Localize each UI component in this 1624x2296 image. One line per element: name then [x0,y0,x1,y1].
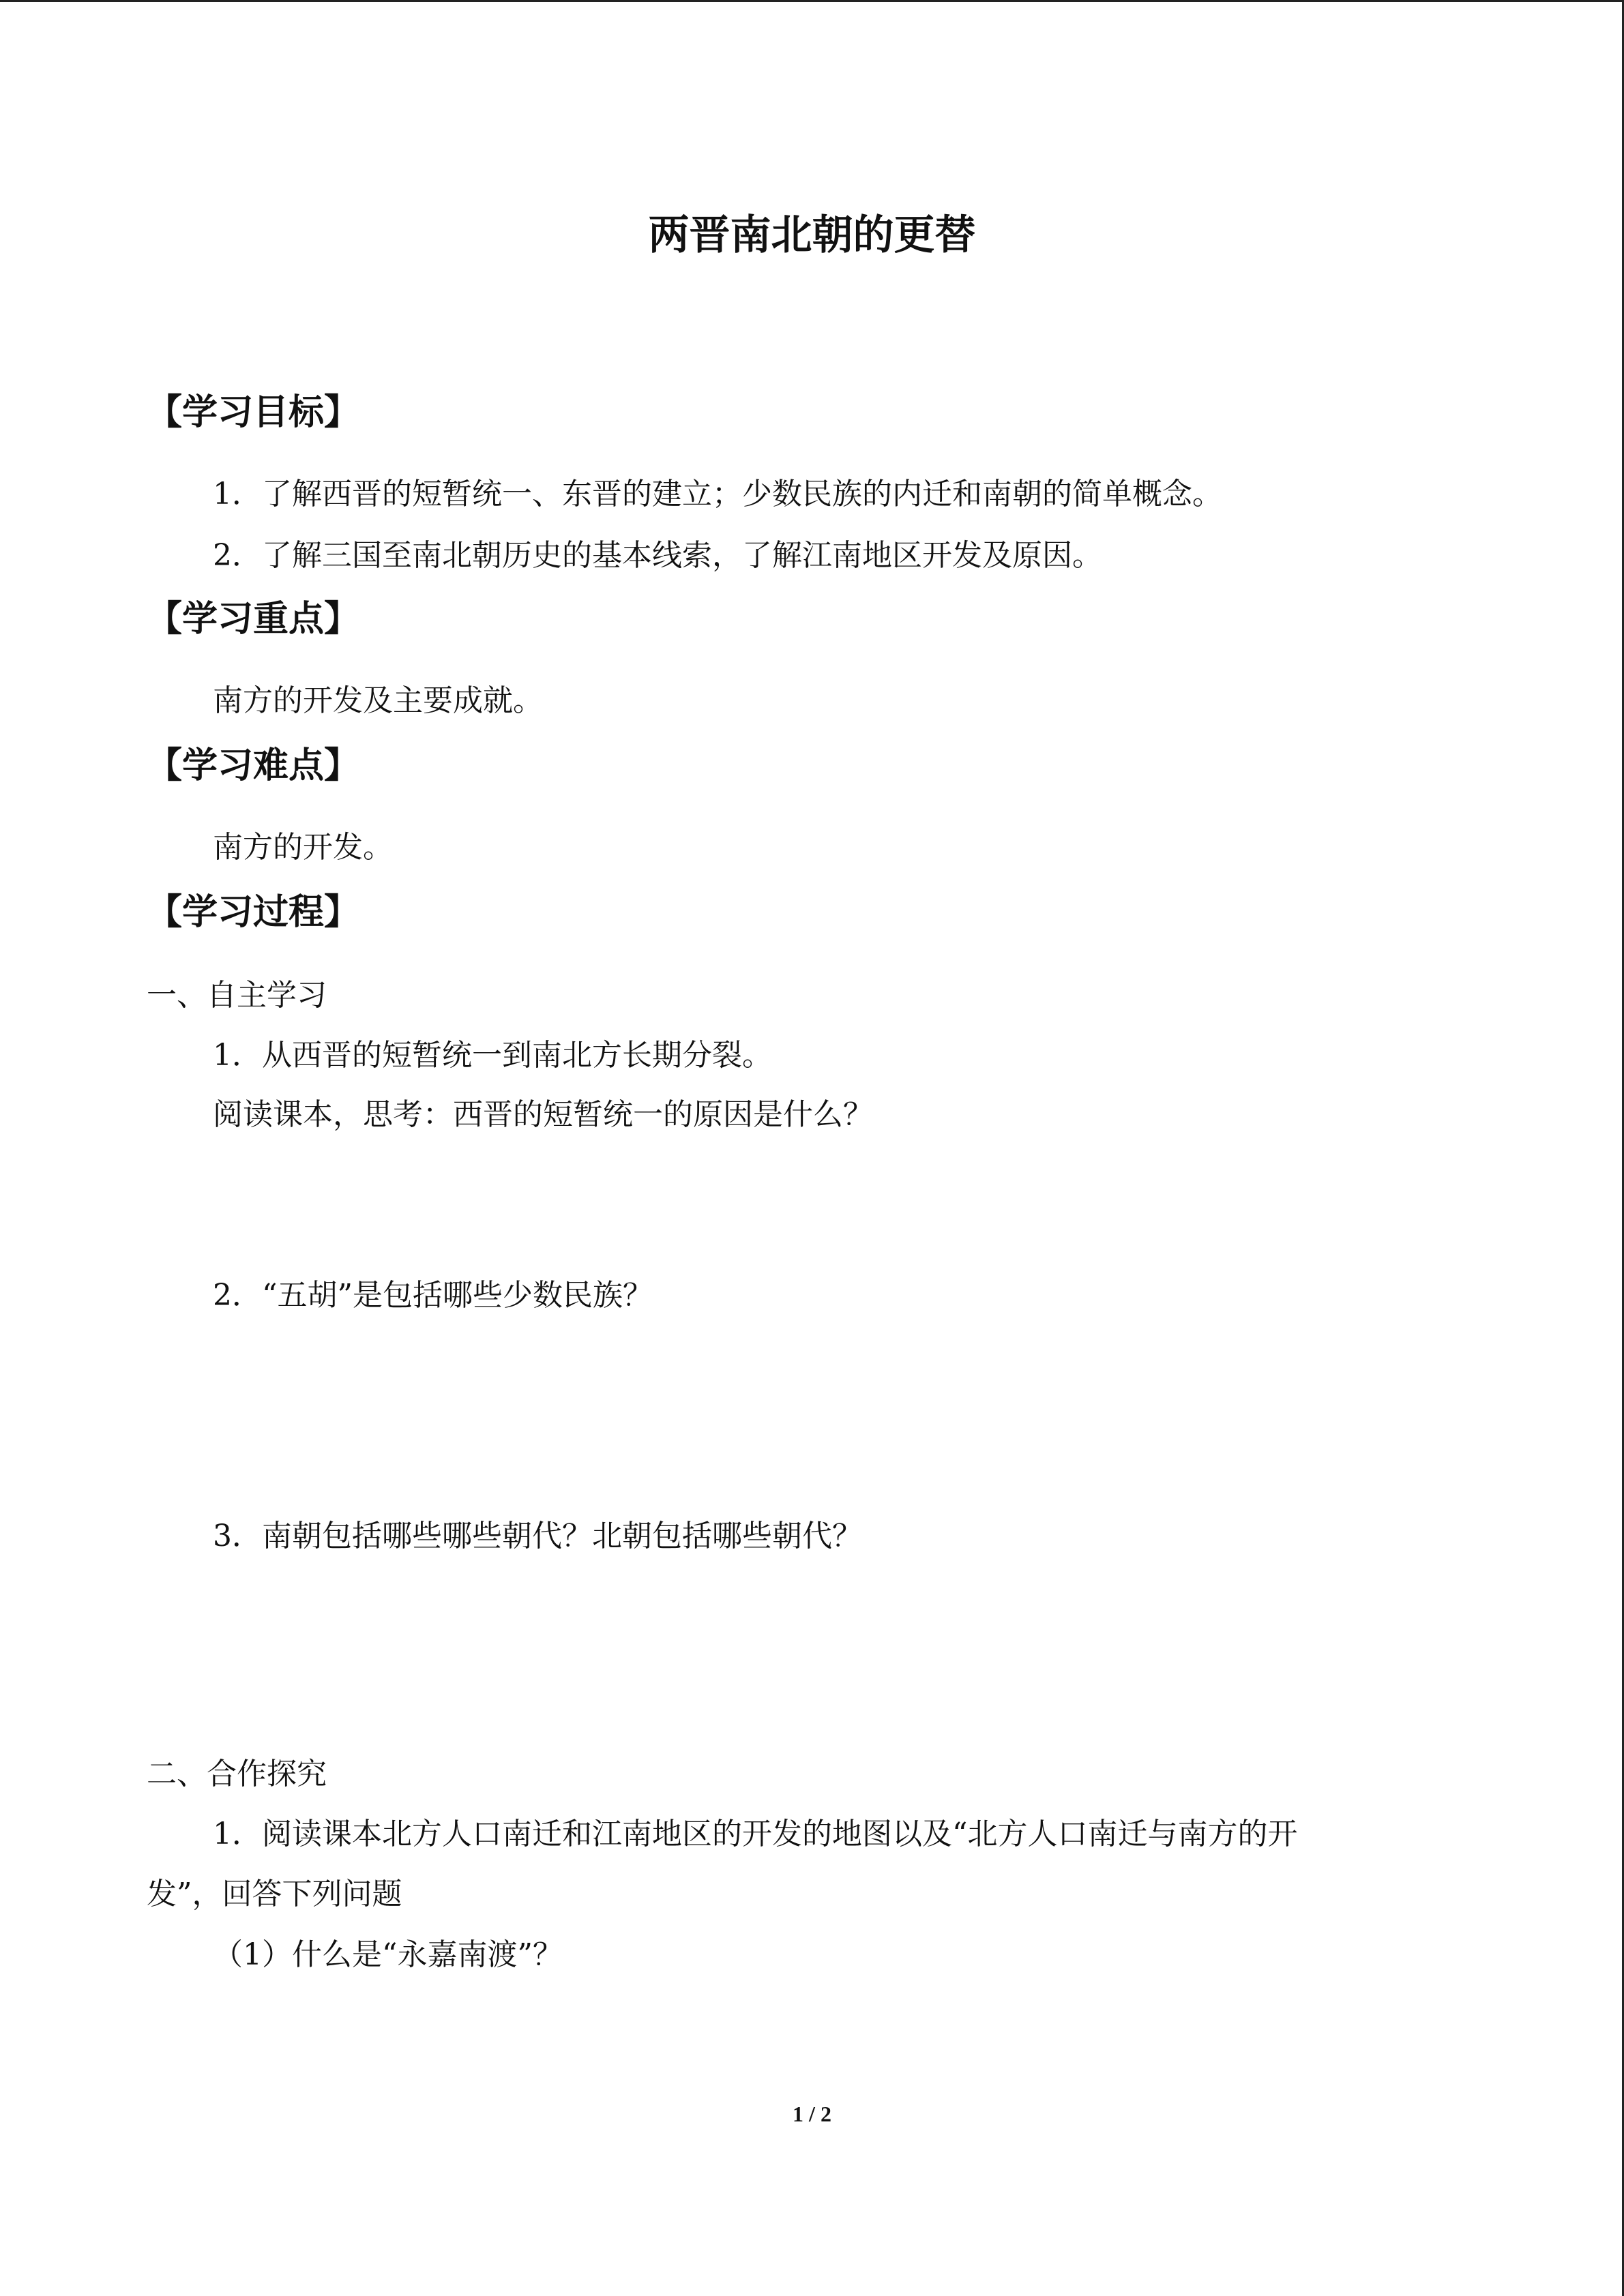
process-heading: 【学习过程】 [147,892,360,933]
goal-item-1: 1．了解西晋的短暂统一、东晋的建立；少数民族的内迁和南朝的简单概念。 [213,477,1222,511]
key-points-heading: 【学习重点】 [147,599,360,640]
part2-subquestion-1: （1）什么是“永嘉南渡”？ [213,1937,563,1972]
goal-item-2: 2．了解三国至南北朝历史的基本线索，了解江南地区开发及原因。 [213,538,1102,573]
part1-question-1-prompt: 阅读课本，思考：西晋的短暂统一的原因是什么？ [213,1097,873,1132]
difficulties-heading: 【学习难点】 [147,745,360,786]
part1-question-3: 3．南朝包括哪些哪些朝代？北朝包括哪些朝代？ [213,1519,862,1553]
page-number: 1 / 2 [793,2102,831,2126]
key-points-text: 南方的开发及主要成就。 [213,683,543,718]
part2-question-1-line2: 发”，回答下列问题 [147,1877,402,1911]
goals-heading: 【学习目标】 [147,392,360,433]
part2-label: 二、合作探究 [147,1757,327,1791]
part1-question-2: 2．“五胡”是包括哪些少数民族？ [213,1278,653,1313]
page-top-border [0,0,1624,2]
document-title: 两晋南北朝的更替 [648,211,976,259]
part1-question-1: 1．从西晋的短暂统一到南北方长期分裂。 [213,1038,772,1073]
part1-label: 一、自主学习 [147,978,327,1013]
difficulties-text: 南方的开发。 [213,830,393,865]
part2-question-1-line1: 1．阅读课本北方人口南迁和江南地区的开发的地图以及“北方人口南迁与南方的开 [213,1817,1298,1851]
